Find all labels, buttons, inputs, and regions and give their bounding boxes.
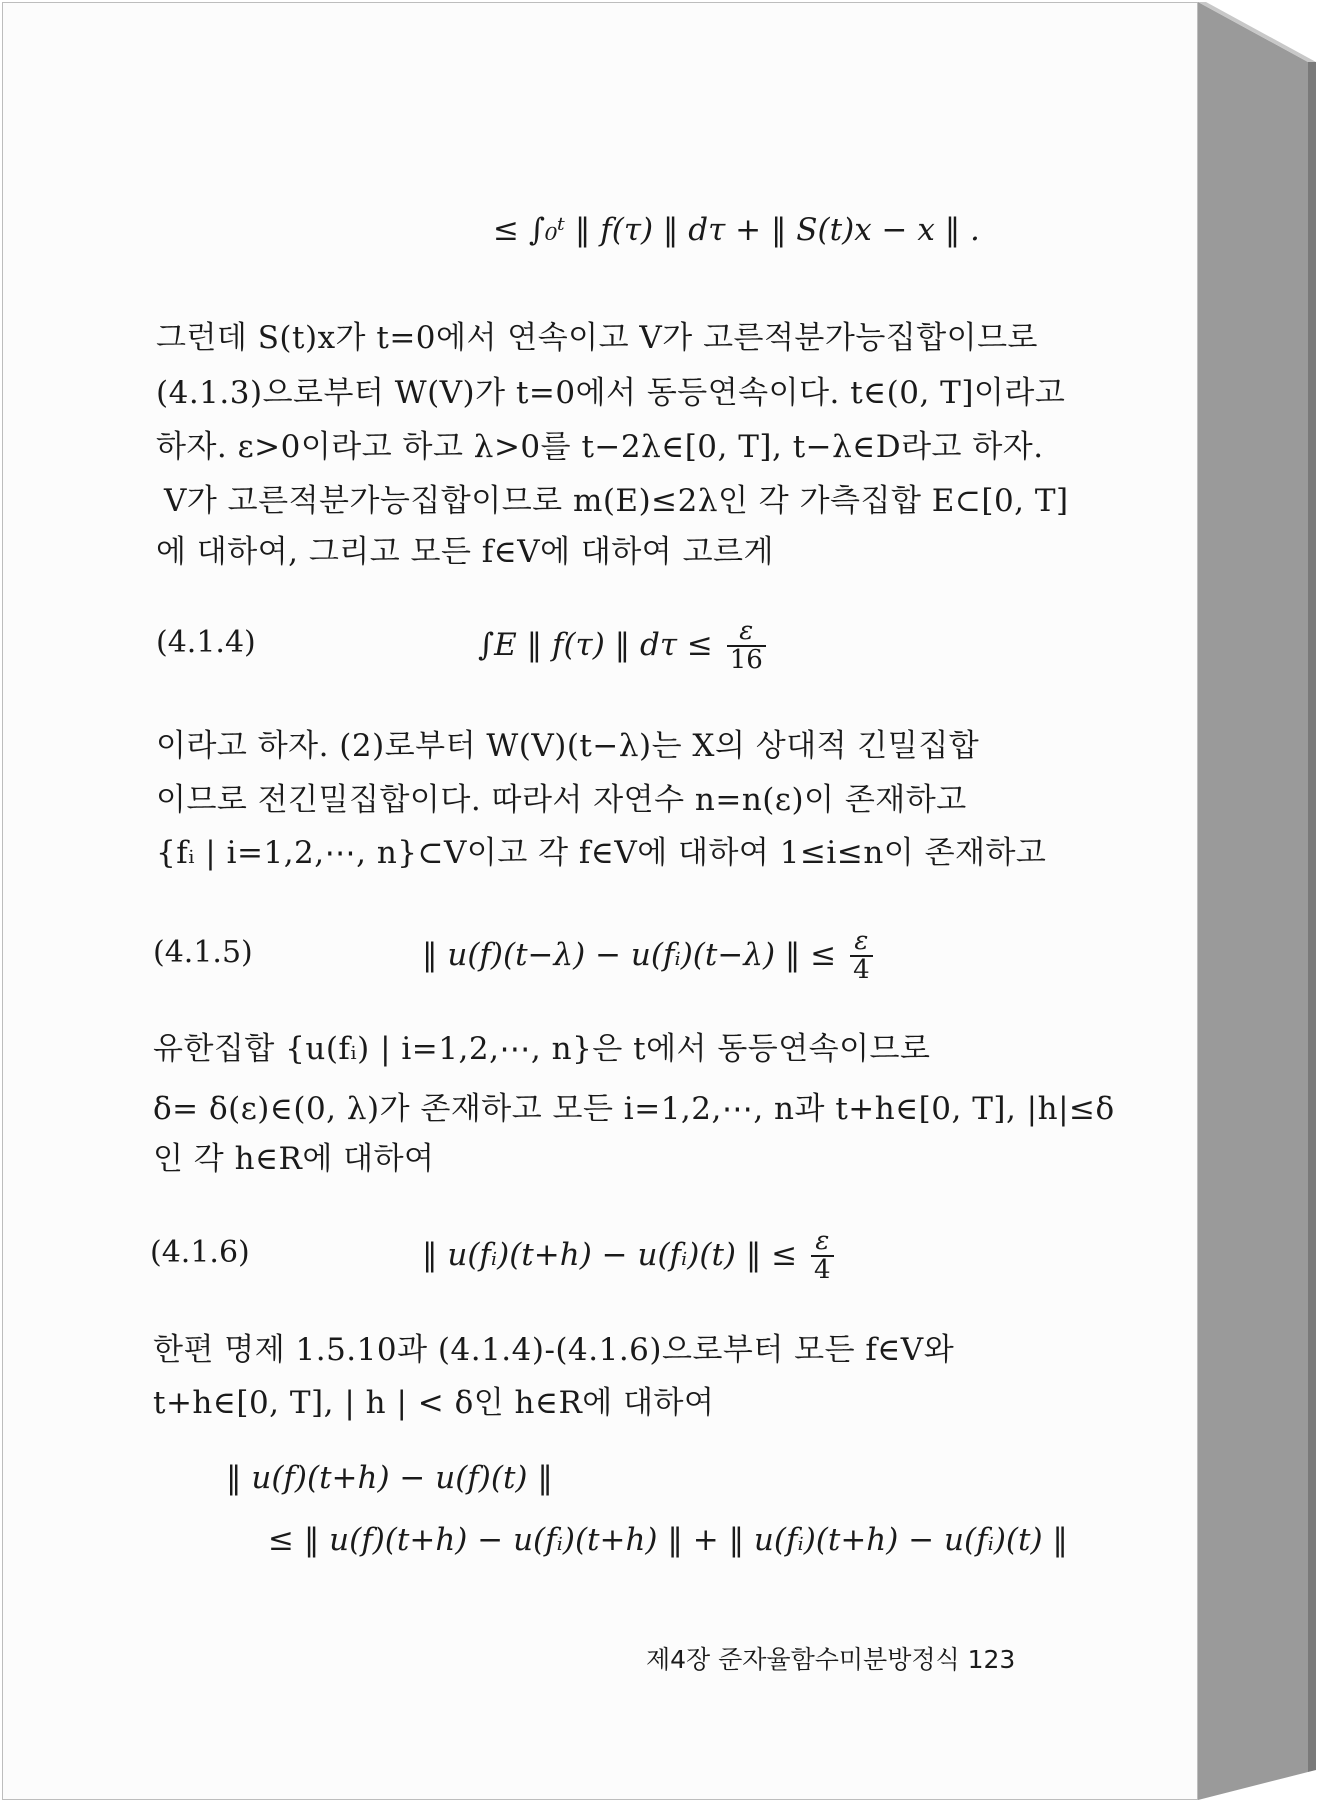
para1-line5: 에 대하여, 그리고 모든 f∈V에 대하여 고르게: [156, 534, 774, 570]
eq-top-text: ≤ ∫₀ᵗ ‖ f(τ) ‖ dτ + ‖ S(t)x − x ‖ .: [493, 212, 980, 248]
para1-line4: V가 고른적분가능집합이므로 m(E)≤2λ인 각 가측집합 E⊂[0, T]: [164, 483, 1069, 519]
para1-line1: 그런데 S(t)x가 t=0에서 연속이고 V가 고른적분가능집합이므로: [156, 320, 1038, 356]
eq415-fraction: [850, 928, 873, 985]
eq416-fraction: [811, 1228, 834, 1285]
eq416-lhs: ‖ u(fᵢ)(t+h) − u(fᵢ)(t) ‖ ≤: [422, 1236, 798, 1273]
eq414-fraction: [727, 618, 766, 675]
equation-4-1-6: [422, 1228, 834, 1285]
para3-line2: δ= δ(ε)∈(0, λ)가 존재하고 모든 i=1,2,⋯, n과 t+h∈[0, T], |h|≤δ: [153, 1091, 1115, 1127]
eq416-frac-den: 4: [814, 1255, 831, 1286]
equation-4-1-5: [422, 928, 873, 985]
equation-4-1-4: [478, 618, 766, 675]
para1-line2: (4.1.3)으로부터 W(V)가 t=0에서 동등연속이다. t∈(0, T]이라고: [156, 375, 1066, 411]
equation-final-line2: ≤ ‖ u(f)(t+h) − u(fᵢ)(t+h) ‖ + ‖ u(fᵢ)(t+h) − u(fᵢ)(t) ‖: [268, 1522, 1068, 1558]
eq-number-4-1-6: (4.1.6): [150, 1235, 250, 1270]
eq-number-4-1-4: (4.1.4): [156, 625, 256, 660]
page-edge-shadow: [1198, 2, 1318, 1800]
equation-top: [493, 212, 980, 248]
para3-line1: 유한집합 {u(fᵢ) | i=1,2,⋯, n}은 t에서 동등연속이므로: [153, 1031, 931, 1067]
para2-line3: {fᵢ | i=1,2,⋯, n}⊂V이고 각 f∈V에 대하여 1≤i≤n이 존재하고: [156, 835, 1047, 871]
para4-line2: t+h∈[0, T], | h | < δ인 h∈R에 대하여: [153, 1385, 715, 1421]
equation-final-line1: ‖ u(f)(t+h) − u(f)(t) ‖: [226, 1460, 553, 1496]
eq414-frac-den: 16: [729, 645, 763, 676]
eq415-lhs: ‖ u(f)(t−λ) − u(fᵢ)(t−λ) ‖ ≤: [422, 936, 837, 973]
eq416-frac-num: ε: [811, 1228, 834, 1257]
eq415-frac-den: 4: [853, 955, 870, 986]
eq414-frac-num: ε: [727, 618, 766, 647]
eq-number-4-1-5: (4.1.5): [153, 935, 253, 970]
eq415-frac-num: ε: [850, 928, 873, 957]
para3-line3: 인 각 h∈R에 대하여: [153, 1141, 435, 1177]
para2-line1: 이라고 하자. (2)로부터 W(V)(t−λ)는 X의 상대적 긴밀집합: [156, 728, 980, 764]
para4-line1: 한편 명제 1.5.10과 (4.1.4)-(4.1.6)으로부터 모든 f∈V와: [153, 1332, 955, 1368]
para1-line3: 하자. ε>0이라고 하고 λ>0를 t−2λ∈[0, T], t−λ∈D라고 하자.: [156, 429, 1044, 465]
page-footer: 제4장 준자율함수미분방정식 123: [646, 1645, 1016, 1674]
para2-line2: 이므로 전긴밀집합이다. 따라서 자연수 n=n(ε)이 존재하고: [156, 782, 967, 818]
eq414-lhs: ∫E ‖ f(τ) ‖ dτ ≤: [478, 626, 713, 663]
